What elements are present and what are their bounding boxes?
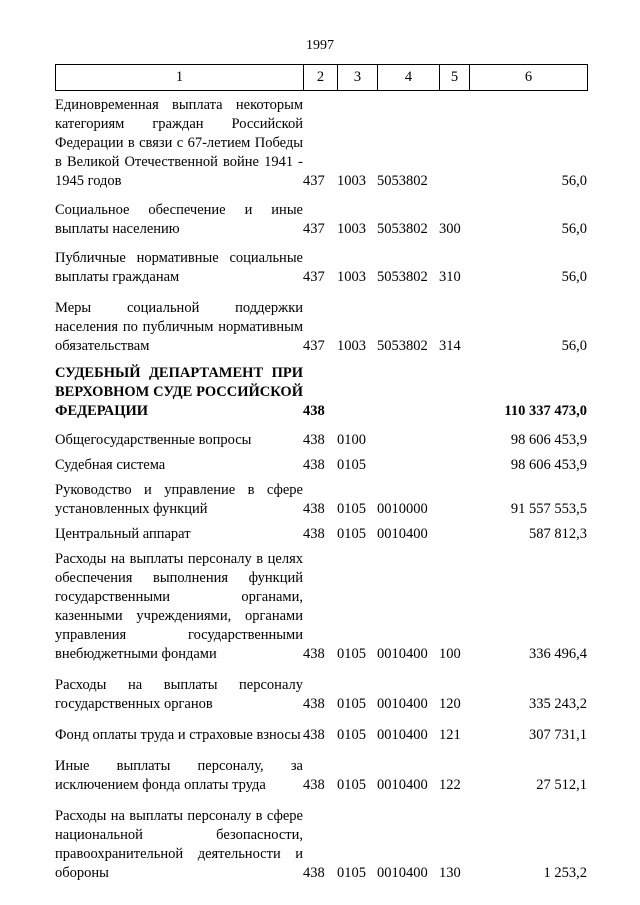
row-section-code: 0105 (337, 501, 366, 517)
row-ministry-code: 438 (303, 526, 325, 542)
table-row (55, 96, 587, 191)
row-expense-type: 122 (439, 777, 461, 793)
row-expense-type: 314 (439, 338, 461, 354)
row-amount: 98 606 453,9 (510, 432, 587, 448)
row-expense-type: 100 (439, 646, 461, 662)
row-section-code: 1003 (337, 338, 366, 354)
row-expense-type: 120 (439, 696, 461, 712)
row-amount: 110 337 473,0 (504, 403, 587, 419)
table-row (55, 745, 587, 795)
row-expense-type: 310 (439, 269, 461, 285)
row-target-code: 0010400 (377, 777, 428, 793)
table-row (55, 714, 587, 745)
header-col-6: 6 (470, 65, 588, 91)
row-amount: 56,0 (561, 338, 587, 354)
row-target-code: 5053802 (377, 221, 428, 237)
row-name: Судебная система (55, 457, 166, 473)
row-target-code (377, 356, 439, 421)
row-section-code (337, 356, 377, 421)
row-section-code: 0105 (337, 777, 366, 793)
row-ministry-code: 438 (303, 646, 325, 662)
row-ministry-code: 438 (303, 727, 325, 743)
header-col-2: 2 (304, 65, 338, 91)
row-ministry-code: 438 (303, 403, 325, 419)
row-name: Общегосударственные вопросы (55, 432, 252, 448)
row-name: Социальное обеспечение и иные выплаты населению (55, 202, 303, 237)
row-amount: 98 606 453,9 (510, 457, 587, 473)
table-row (55, 421, 587, 450)
row-ministry-code: 438 (303, 865, 325, 881)
row-amount: 587 812,3 (529, 526, 587, 542)
row-amount: 1 253,2 (543, 865, 587, 881)
row-section-code: 1003 (337, 269, 366, 285)
row-name: Меры социальной поддержки населения по публичным нормативным обязательствам (55, 300, 303, 354)
row-amount: 91 557 553,5 (510, 501, 587, 517)
row-expense-type: 121 (439, 727, 461, 743)
column-header-table (55, 64, 588, 91)
row-name: Расходы на выплаты персоналу в целях обеспечения выполнения функций государственными органами, казенными учреждениями, органами управления государственными внебюджетными фондами (55, 551, 303, 662)
header-col-5: 5 (440, 65, 470, 91)
row-ministry-code: 437 (303, 338, 325, 354)
row-ministry-code: 438 (303, 432, 325, 448)
table-row (55, 664, 587, 714)
row-section-code: 0105 (337, 457, 366, 473)
row-target-code: 5053802 (377, 338, 428, 354)
header-col-3: 3 (338, 65, 378, 91)
table-row (55, 287, 587, 356)
row-target-code: 0010400 (377, 696, 428, 712)
row-expense-type (439, 519, 469, 544)
row-section-code: 0105 (337, 727, 366, 743)
row-amount: 336 496,4 (529, 646, 587, 662)
row-section-code: 0105 (337, 646, 366, 662)
row-target-code (377, 421, 439, 450)
row-name: Расходы на выплаты персоналу в сфере национальной безопасности, правоохранительной деятельности и обороны (55, 808, 303, 881)
row-amount: 56,0 (561, 173, 587, 189)
row-expense-type (439, 356, 469, 421)
row-target-code: 0010000 (377, 501, 428, 517)
row-section-code: 1003 (337, 173, 366, 189)
row-name: Иные выплаты персоналу, за исключением фонда оплаты труда (55, 758, 303, 793)
row-amount: 56,0 (561, 269, 587, 285)
row-expense-type (439, 475, 469, 519)
row-name: СУДЕБНЫЙ ДЕПАРТАМЕНТ ПРИ ВЕРХОВНОМ СУДЕ РОССИЙСКОЙ ФЕДЕРАЦИИ (55, 365, 303, 419)
table-row (55, 356, 587, 421)
row-target-code (377, 450, 439, 475)
row-ministry-code: 438 (303, 777, 325, 793)
row-amount: 27 512,1 (536, 777, 587, 793)
page-number: 1997 (306, 38, 334, 53)
row-ministry-code: 438 (303, 457, 325, 473)
row-amount: 307 731,1 (529, 727, 587, 743)
row-expense-type (439, 450, 469, 475)
row-target-code: 0010400 (377, 646, 428, 662)
row-ministry-code: 438 (303, 696, 325, 712)
row-ministry-code: 438 (303, 501, 325, 517)
budget-table (55, 96, 587, 883)
row-expense-type (439, 421, 469, 450)
table-row (55, 450, 587, 475)
header-col-4: 4 (378, 65, 440, 91)
row-section-code: 1003 (337, 221, 366, 237)
row-amount: 56,0 (561, 221, 587, 237)
row-name: Расходы на выплаты персоналу государственных органов (55, 677, 303, 712)
row-target-code: 5053802 (377, 173, 428, 189)
row-target-code: 0010400 (377, 865, 428, 881)
row-target-code: 0010400 (377, 526, 428, 542)
row-target-code: 0010400 (377, 727, 428, 743)
row-expense-type (439, 96, 469, 191)
row-name: Центральный аппарат (55, 526, 191, 542)
row-section-code: 0105 (337, 526, 366, 542)
table-row (55, 519, 587, 544)
row-section-code: 0100 (337, 432, 366, 448)
table-row (55, 475, 587, 519)
row-target-code: 5053802 (377, 269, 428, 285)
table-row (55, 544, 587, 664)
table-row (55, 191, 587, 239)
header-col-1: 1 (56, 65, 304, 91)
row-name: Фонд оплаты труда и страховые взносы (55, 727, 301, 743)
row-name: Публичные нормативные социальные выплаты гражданам (55, 250, 303, 285)
table-row (55, 239, 587, 287)
row-expense-type: 130 (439, 865, 461, 881)
row-expense-type: 300 (439, 221, 461, 237)
row-name: Руководство и управление в сфере установленных функций (55, 482, 303, 517)
row-amount: 335 243,2 (529, 696, 587, 712)
row-section-code: 0105 (337, 865, 366, 881)
row-ministry-code: 437 (303, 173, 325, 189)
column-header-row (56, 65, 588, 91)
row-section-code: 0105 (337, 696, 366, 712)
table-row (55, 795, 587, 883)
row-name: Единовременная выплата некоторым категориям граждан Российской Федерации в связи с 67-летием Победы в Великой Отечественной войне 1941 - 1945 годов (55, 97, 303, 189)
row-ministry-code: 437 (303, 269, 325, 285)
row-ministry-code: 437 (303, 221, 325, 237)
